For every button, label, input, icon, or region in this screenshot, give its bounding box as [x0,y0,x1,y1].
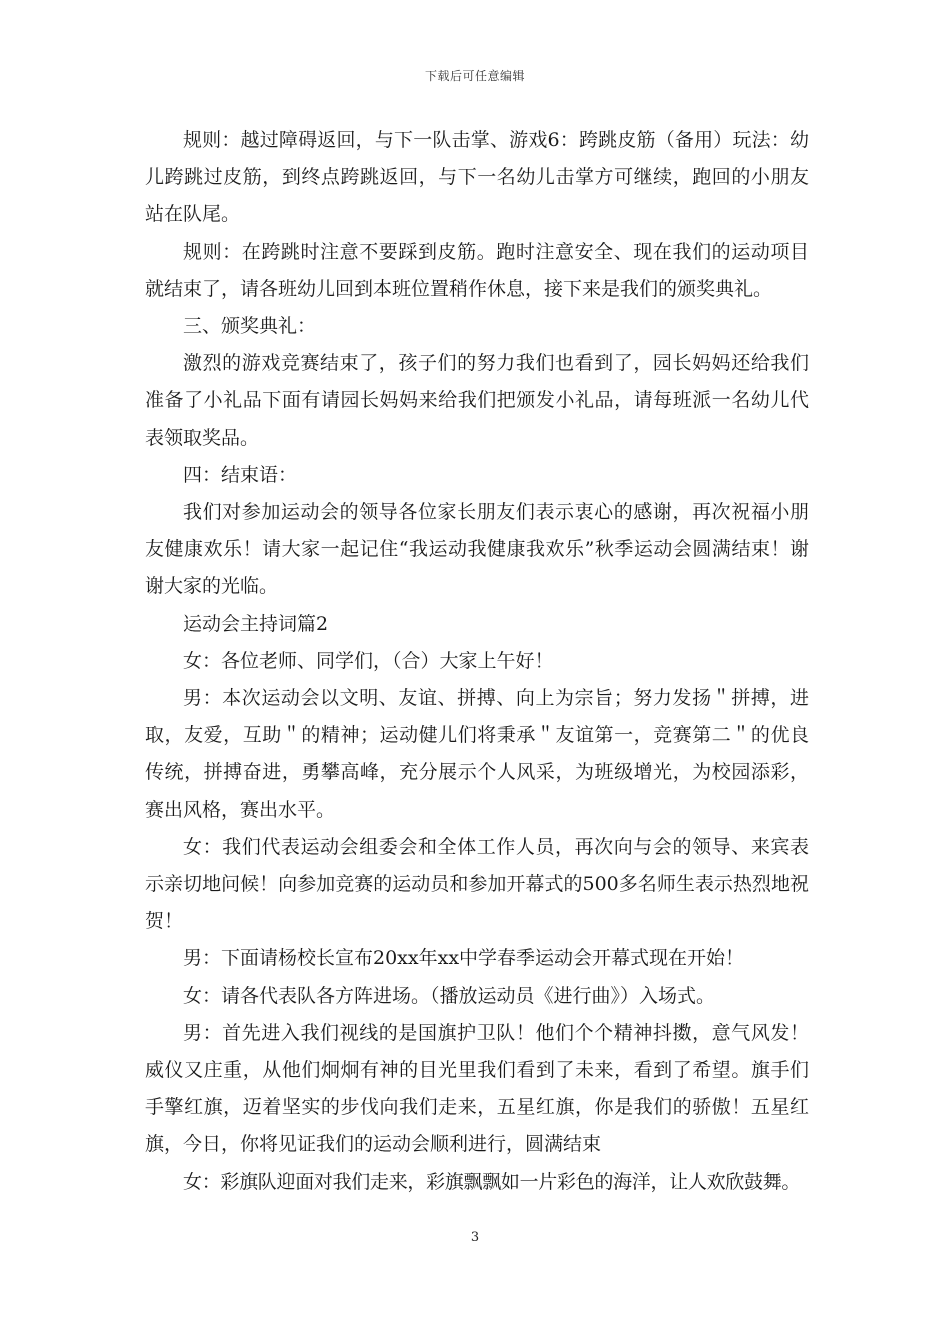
paragraph: 激烈的游戏竞赛结束了，孩子们的努力我们也看到了，园长妈妈还给我们准备了小礼品下面有请园长妈妈来给我们把颁发小礼品，请每班派一名幼儿代表领取奖品。 [145,352,809,449]
paragraph: 女：各位老师、同学们，（合）大家上午好！ [183,649,554,672]
paragraph: 女：彩旗队迎面对我们走来，彩旗飘飘如一片彩色的海洋，让人欢欣鼓舞。 [183,1170,801,1193]
paragraph: 男：下面请杨校长宣布20xx年xx中学春季运动会开幕式现在开始！ [183,947,745,970]
paragraph: 规则：越过障碍返回，与下一队击掌、游戏6：跨跳皮筋（备用）玩法：幼儿跨跳过皮筋，到终点跨跳返回，与下一名幼儿击掌方可继续，跑回的小朋友站在队尾。 [145,129,809,226]
section-heading: 三、颁奖典礼： [183,315,317,338]
paragraph: 我们对参加运动会的领导各位家长朋友们表示衷心的感谢，再次祝福小朋友健康欢乐！请大家一起记住“我运动我健康我欢乐”秋季运动会圆满结束！谢谢大家的光临。 [145,501,809,598]
document-body [145,122,809,1201]
paragraph: 男：本次运动会以文明、友谊、拼搏、向上为宗旨；努力发扬＂拼搏，进取，友爱，互助＂的精神；运动健儿们将秉承＂友谊第一，竞赛第二＂的优良传统，拼搏奋进，勇攀高峰，充分展示个人风采，为班级增光，为校园添彩，赛出风格，赛出水平。 [145,687,809,821]
page-header: 下载后可任意编辑 [424,69,525,83]
page-number: 3 [470,1230,480,1245]
paragraph: 男：首先进入我们视线的是国旗护卫队！他们个个精神抖擞，意气风发！威仪又庄重，从他们炯炯有神的目光里我们看到了未来，看到了希望。旗手们手擎红旗，迈着坚实的步伐向我们走来，五星红旗，你是我们的骄傲！五星红旗，今日，你将见证我们的运动会顺利进行，圆满结束 [145,1021,809,1156]
section-heading: 四：结束语： [183,463,298,486]
paragraph: 女：我们代表运动会组委会和全体工作人员，再次向与会的领导、来宾表示亲切地问候！向参加竞赛的运动员和参加开幕式的500多名师生表示热烈地祝贺！ [145,835,809,933]
article-title: 运动会主持词篇2 [183,612,329,635]
paragraph: 规则：在跨跳时注意不要踩到皮筋。跑时注意安全、现在我们的运动项目就结束了，请各班幼儿回到本班位置稍作休息，接下来是我们的颁奖典礼。 [145,240,809,300]
paragraph: 女：请各代表队各方阵进场。（播放运动员《进行曲》）入场式。 [183,984,716,1007]
